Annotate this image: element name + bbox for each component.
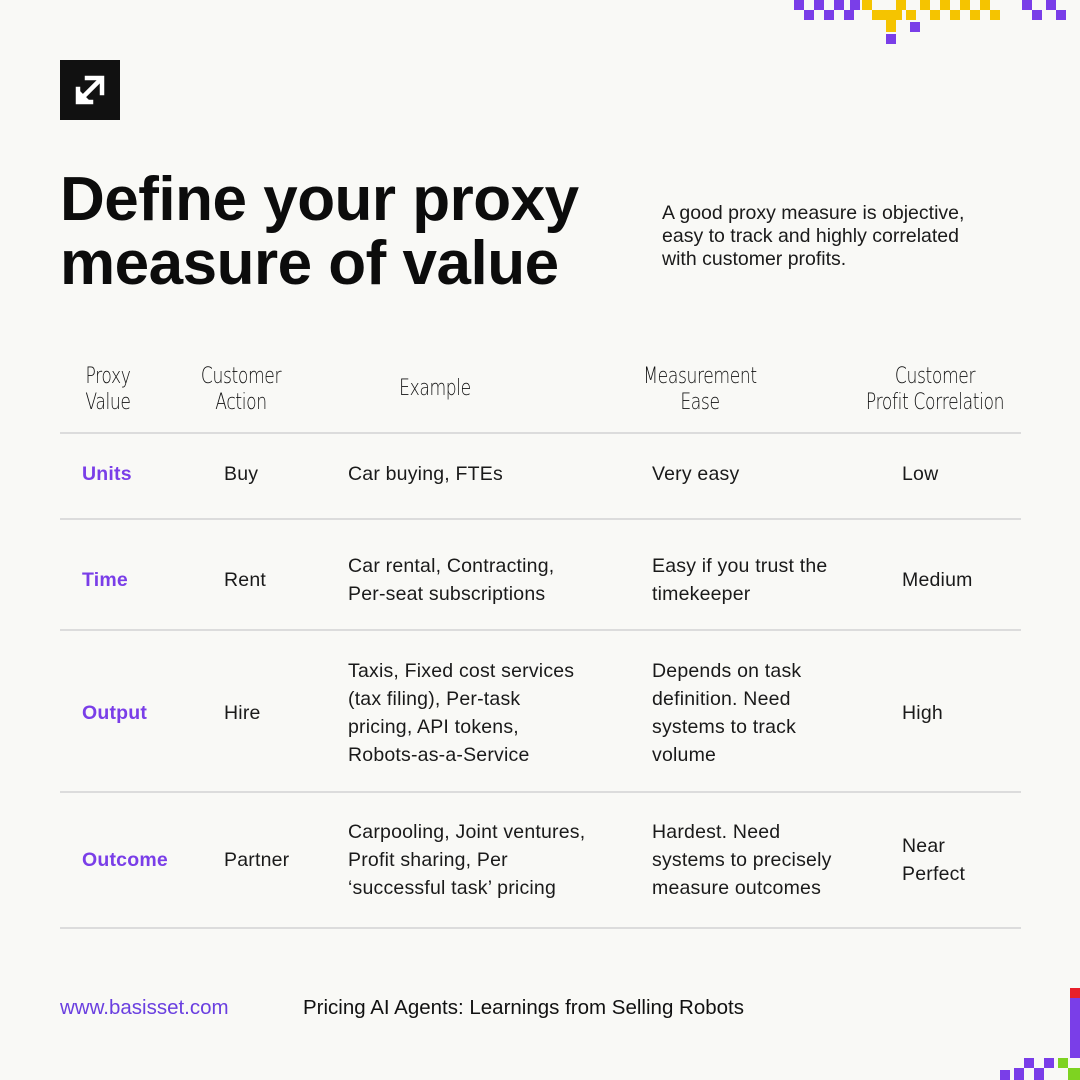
arrow-square-logo-icon	[73, 73, 107, 107]
table-divider	[60, 518, 1021, 520]
table-row-example: Taxis, Fixed cost services (tax filing), Per-task pricing, API tokens, Robots-as-a-Service	[348, 660, 575, 766]
table-row-action: Rent	[224, 569, 266, 591]
column-header-example: Example	[399, 376, 471, 401]
table-row-action: Buy	[224, 463, 259, 485]
column-header-proxy-value: Proxy Value	[85, 364, 131, 415]
title-line: Define your proxy	[60, 165, 579, 234]
pixel-decoration-top	[790, 0, 1080, 48]
table-row-ease: Very easy	[652, 463, 740, 485]
table-row-proxy: Output	[82, 702, 148, 724]
pixel-decoration-bottom	[1000, 988, 1080, 1080]
website-link[interactable]: www.basisset.com	[60, 996, 229, 1019]
table-row-action: Partner	[224, 849, 290, 871]
column-header-measurement-ease: Measurement Ease	[643, 364, 757, 415]
table-divider	[60, 629, 1021, 631]
column-header-customer-action: Customer Action	[200, 364, 282, 415]
table-row-correlation: Near Perfect	[902, 835, 966, 885]
series-title: Pricing AI Agents: Learnings from Selling Robots	[303, 996, 744, 1019]
page-title	[60, 165, 579, 298]
table-row-ease: Depends on task definition. Need systems to track volume	[652, 660, 802, 766]
table-divider	[60, 927, 1021, 929]
title-line: measure of value	[60, 229, 559, 298]
table-row-proxy: Outcome	[82, 849, 168, 871]
table-divider	[60, 791, 1021, 793]
brand-logo	[60, 60, 120, 120]
table-row-proxy: Units	[82, 463, 132, 485]
subtitle-line: with customer profits.	[662, 248, 847, 270]
table-row-correlation: High	[902, 702, 943, 724]
column-header-profit-correlation: Customer Profit Correlation	[865, 364, 1005, 415]
table-row-ease: Easy if you trust the timekeeper	[652, 555, 828, 605]
table-row-action: Hire	[224, 702, 261, 724]
subtitle-line: A good proxy measure is objective,	[662, 202, 965, 224]
table-row-example: Car rental, Contracting, Per-seat subscriptions	[348, 555, 555, 605]
subtitle-line: easy to track and highly correlated	[662, 225, 959, 247]
table-divider	[60, 432, 1021, 434]
table-row-example: Carpooling, Joint ventures, Profit sharing, Per ‘successful task’ pricing	[348, 821, 586, 899]
table-row-example: Car buying, FTEs	[348, 463, 503, 485]
table-row-correlation: Medium	[902, 569, 973, 591]
table-row-ease: Hardest. Need systems to precisely measure outcomes	[652, 821, 832, 899]
subtitle	[662, 202, 1022, 271]
table-row-proxy: Time	[82, 569, 128, 591]
table-row-correlation: Low	[902, 463, 939, 485]
